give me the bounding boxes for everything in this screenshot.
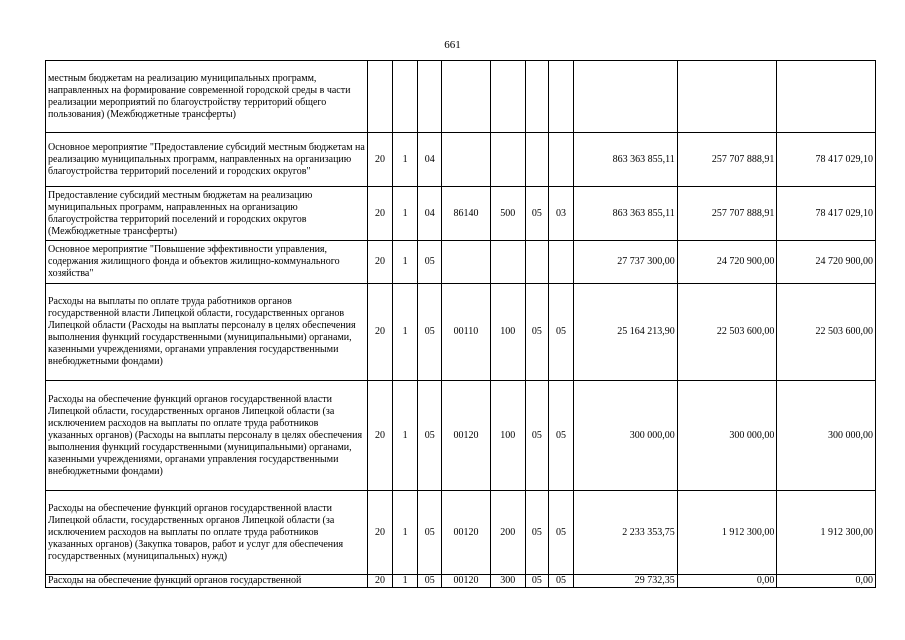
code-event: 05 <box>418 575 442 588</box>
code-section <box>525 133 548 187</box>
code-subprogram: 1 <box>393 381 418 491</box>
row-description: Основное мероприятие "Предоставление субсидий местным бюджетам на реализацию муниципальных программ, направленных на организацию благоустройства территорий поселений и городских округов" <box>46 133 368 187</box>
code-program: 20 <box>367 133 392 187</box>
budget-table <box>45 60 876 588</box>
row-description: местным бюджетам на реализацию муниципальных программ, направленных на формирование современной городской среды в части реализации мероприятий по благоустройству территорий общего пользования) (Межбюджетные трансферты) <box>46 61 368 133</box>
amount-year-1: 2 233 353,75 <box>574 491 678 575</box>
code-section <box>525 61 548 133</box>
code-direction: 00110 <box>442 284 490 381</box>
amount-year-3 <box>777 61 876 133</box>
amount-year-2: 22 503 600,00 <box>677 284 777 381</box>
amount-year-1 <box>574 61 678 133</box>
code-event <box>418 61 442 133</box>
code-direction: 00120 <box>442 575 490 588</box>
code-event: 04 <box>418 187 442 241</box>
row-description: Расходы на обеспечение функций органов государственной власти Липецкой области, государственных органов Липецкой области (за исключением расходов на выплаты по оплате труда работников указанных органов) (Закупка товаров, работ и услуг для обеспечения государственных (муниципальных) нужд) <box>46 491 368 575</box>
code-expense-type: 200 <box>490 491 525 575</box>
code-section: 05 <box>525 381 548 491</box>
page-number: 661 <box>444 39 461 51</box>
table-row <box>46 284 876 381</box>
code-subsection: 05 <box>548 284 573 381</box>
code-expense-type <box>490 241 525 284</box>
amount-year-1: 300 000,00 <box>574 381 678 491</box>
code-subprogram: 1 <box>393 491 418 575</box>
code-direction: 00120 <box>442 381 490 491</box>
code-program <box>367 61 392 133</box>
table-row <box>46 61 876 133</box>
code-subprogram: 1 <box>393 575 418 588</box>
table-row <box>46 575 876 588</box>
amount-year-1: 29 732,35 <box>574 575 678 588</box>
code-direction <box>442 241 490 284</box>
amount-year-2: 0,00 <box>677 575 777 588</box>
code-event: 05 <box>418 381 442 491</box>
code-direction: 86140 <box>442 187 490 241</box>
amount-year-3: 22 503 600,00 <box>777 284 876 381</box>
amount-year-3: 78 417 029,10 <box>777 187 876 241</box>
amount-year-2: 1 912 300,00 <box>677 491 777 575</box>
table-row <box>46 491 876 575</box>
row-description: Расходы на выплаты по оплате труда работников органов государственной власти Липецкой области, государственных органов Липецкой области (Расходы на выплаты персоналу в целях обеспечения выполнения функций государственными (муниципальными) органами, казенными учреждениями, органами управления государственными внебюджетными фондами) <box>46 284 368 381</box>
code-expense-type <box>490 61 525 133</box>
code-expense-type: 100 <box>490 284 525 381</box>
table-row <box>46 187 876 241</box>
code-subprogram: 1 <box>393 284 418 381</box>
amount-year-3: 1 912 300,00 <box>777 491 876 575</box>
code-expense-type: 500 <box>490 187 525 241</box>
amount-year-3: 78 417 029,10 <box>777 133 876 187</box>
code-event: 04 <box>418 133 442 187</box>
amount-year-2: 257 707 888,91 <box>677 187 777 241</box>
table-row <box>46 381 876 491</box>
code-subsection <box>548 133 573 187</box>
code-subsection: 03 <box>548 187 573 241</box>
code-expense-type: 300 <box>490 575 525 588</box>
amount-year-2: 300 000,00 <box>677 381 777 491</box>
row-description: Расходы на обеспечение функций органов государственной власти Липецкой области, государственных органов Липецкой области (за исключением расходов на выплаты по оплате труда работников указанных органов) (Расходы на выплаты персоналу в целях обеспечения выполнения функций государственными (муниципальными) органами, казенными учреждениями, органами управления государственными внебюджетными фондами) <box>46 381 368 491</box>
amount-year-3: 300 000,00 <box>777 381 876 491</box>
code-subprogram: 1 <box>393 241 418 284</box>
code-program: 20 <box>367 241 392 284</box>
code-subsection: 05 <box>548 381 573 491</box>
code-section <box>525 241 548 284</box>
code-program: 20 <box>367 381 392 491</box>
code-direction <box>442 133 490 187</box>
code-program: 20 <box>367 284 392 381</box>
code-event: 05 <box>418 241 442 284</box>
code-direction: 00120 <box>442 491 490 575</box>
code-expense-type: 100 <box>490 381 525 491</box>
code-expense-type <box>490 133 525 187</box>
code-section: 05 <box>525 575 548 588</box>
code-subprogram: 1 <box>393 133 418 187</box>
amount-year-2: 257 707 888,91 <box>677 133 777 187</box>
code-direction <box>442 61 490 133</box>
amount-year-1: 27 737 300,00 <box>574 241 678 284</box>
amount-year-3: 0,00 <box>777 575 876 588</box>
amount-year-2 <box>677 61 777 133</box>
table-row <box>46 241 876 284</box>
code-subsection <box>548 241 573 284</box>
code-subprogram <box>393 61 418 133</box>
amount-year-3: 24 720 900,00 <box>777 241 876 284</box>
code-subprogram: 1 <box>393 187 418 241</box>
code-event: 05 <box>418 284 442 381</box>
code-section: 05 <box>525 284 548 381</box>
code-event: 05 <box>418 491 442 575</box>
amount-year-1: 25 164 213,90 <box>574 284 678 381</box>
code-program: 20 <box>367 575 392 588</box>
amount-year-1: 863 363 855,11 <box>574 133 678 187</box>
amount-year-2: 24 720 900,00 <box>677 241 777 284</box>
row-description: Расходы на обеспечение функций органов государственной <box>46 575 368 588</box>
code-subsection <box>548 61 573 133</box>
code-program: 20 <box>367 491 392 575</box>
row-description: Основное мероприятие "Повышение эффективности управления, содержания жилищного фонда и объектов жилищно-коммунального хозяйства" <box>46 241 368 284</box>
table-row <box>46 133 876 187</box>
code-section: 05 <box>525 187 548 241</box>
code-section: 05 <box>525 491 548 575</box>
row-description: Предоставление субсидий местным бюджетам на реализацию муниципальных программ, направленных на организацию благоустройства территорий поселений и городских округов (Межбюджетные трансферты) <box>46 187 368 241</box>
code-program: 20 <box>367 187 392 241</box>
amount-year-1: 863 363 855,11 <box>574 187 678 241</box>
code-subsection: 05 <box>548 491 573 575</box>
code-subsection: 05 <box>548 575 573 588</box>
